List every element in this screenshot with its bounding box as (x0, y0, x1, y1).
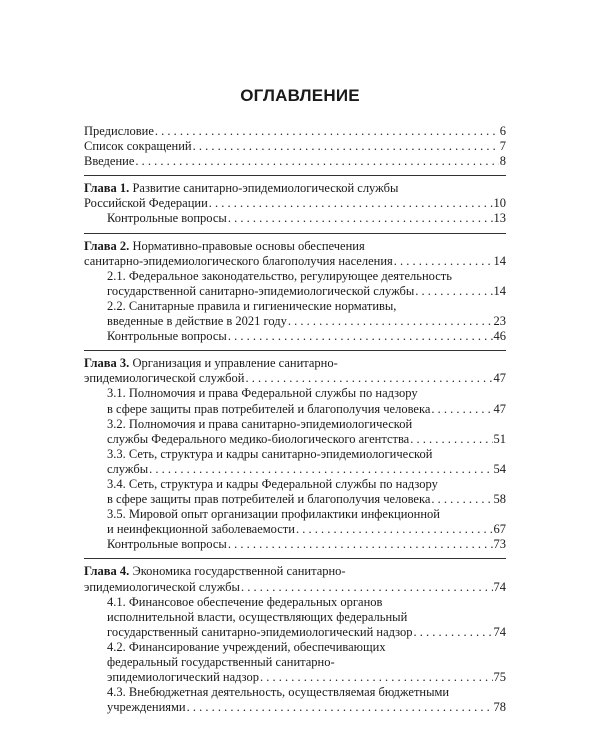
section-title-line: исполнительной власти, осуществляющих федеральный (107, 609, 408, 624)
chapter-title-line: Нормативно-правовые основы обеспечения (132, 238, 365, 253)
toc-entry-page: 73 (493, 537, 506, 552)
section-title-line: государственной санитарно-эпидемиологической службы (107, 283, 415, 298)
toc-entry-label: Контрольные вопросы (107, 329, 227, 344)
toc-entry-page: 75 (493, 670, 506, 685)
chapter-label: Глава 4. (84, 564, 130, 579)
toc-section-3-2[interactable] (84, 417, 506, 447)
toc-entry-page: 47 (493, 401, 506, 416)
toc-section-4-3[interactable] (84, 685, 506, 715)
toc-entry-introduction[interactable] (84, 154, 506, 169)
toc-section-3-5[interactable] (84, 507, 506, 537)
toc-entry-page: 6 (499, 124, 506, 138)
chapter-title-line: Организация и управление санитарно- (132, 356, 338, 371)
toc-entry-label: Контрольные вопросы (107, 537, 227, 552)
section-divider (84, 350, 506, 351)
section-title-line: эпидемиологический надзор (107, 670, 260, 685)
toc-section-4-2[interactable] (84, 640, 506, 685)
toc-entry-page: 14 (493, 253, 506, 268)
toc-entry-page: 67 (493, 522, 506, 537)
toc-entry-questions[interactable] (84, 329, 506, 344)
section-divider (84, 233, 506, 234)
toc-section-2-2[interactable] (84, 299, 506, 329)
section-title-line: 4.3. Внебюджетная деятельность, осуществляемая бюджетными (107, 685, 450, 700)
toc-entry-label: Список сокращений (84, 139, 192, 154)
toc-section-3-3[interactable] (84, 447, 506, 477)
chapter-label: Глава 1. (84, 181, 130, 196)
toc-entry-page: 54 (493, 461, 506, 476)
toc-entry-page: 74 (493, 579, 506, 594)
page-title: ОГЛАВЛЕНИЕ (240, 86, 360, 105)
toc-section-3-4[interactable] (84, 477, 506, 507)
toc-entry-page: 10 (493, 196, 506, 211)
toc-entry-label: Предисловие (84, 124, 154, 138)
chapter-title-line: эпидемиологической службы (84, 579, 240, 594)
toc-entry-page: 23 (493, 314, 506, 329)
section-divider (84, 175, 506, 176)
toc-entry-preface[interactable] (84, 124, 506, 139)
section-title-line: службы (107, 461, 149, 476)
toc-entry-label: Введение (84, 154, 135, 169)
toc-entry-page: 46 (493, 329, 506, 344)
chapter-title-line: Российской Федерации (84, 196, 208, 211)
toc-entry-page: 78 (493, 700, 506, 715)
table-of-contents (84, 124, 506, 715)
section-title-line: 3.4. Сеть, структура и кадры Федеральной службы по надзору (107, 476, 438, 491)
section-title-line: службы Федерального медико-биологического агентства (107, 431, 410, 446)
toc-entry-abbreviations[interactable] (84, 139, 506, 154)
toc-entry-page: 8 (499, 154, 506, 169)
toc-section-2-1[interactable] (84, 269, 506, 299)
toc-entry-questions[interactable] (84, 211, 506, 226)
toc-section-4-1[interactable] (84, 595, 506, 640)
toc-entry-page: 74 (493, 624, 506, 639)
section-title-line: 3.1. Полномочия и права Федеральной службы по надзору (107, 386, 418, 401)
toc-entry-page: 51 (493, 431, 506, 446)
chapter-label: Глава 3. (84, 356, 130, 371)
toc-entry-questions[interactable] (84, 537, 506, 552)
chapter-title-line: санитарно-эпидемиологического благополучия населения (84, 253, 393, 268)
toc-entry-page: 58 (493, 492, 506, 507)
section-title-line: 3.5. Мировой опыт организации профилактики инфекционной (107, 507, 440, 522)
chapter-title-line: Экономика государственной санитарно- (132, 564, 346, 579)
section-title-line: и неинфекционной заболеваемости (107, 522, 295, 537)
section-title-line: 3.3. Сеть, структура и кадры санитарно-эпидемиологической (107, 446, 433, 461)
toc-chapter-4[interactable] (84, 564, 506, 594)
chapter-title-line: Развитие санитарно-эпидемиологической службы (132, 181, 399, 196)
section-title-line: государственный санитарно-эпидемиологический надзор (107, 624, 413, 639)
section-divider (84, 558, 506, 559)
toc-entry-page: 47 (493, 371, 506, 386)
section-title-line: введенные в действие в 2021 году (107, 314, 287, 329)
section-title-line: 2.1. Федеральное законодательство, регулирующее деятельность (107, 268, 452, 283)
chapter-title-line: эпидемиологической службой (84, 371, 245, 386)
section-title-line: в сфере защиты прав потребителей и благополучия человека (107, 492, 431, 507)
section-title-line: 4.2. Финансирование учреждений, обеспечивающих (107, 639, 386, 654)
section-title-line: учреждениями (107, 700, 186, 715)
section-title-line: в сфере защиты прав потребителей и благополучия человека (107, 401, 431, 416)
chapter-label: Глава 2. (84, 238, 130, 253)
toc-entry-label: Контрольные вопросы (107, 211, 227, 226)
toc-chapter-2[interactable] (84, 239, 506, 269)
toc-entry-page: 7 (499, 139, 506, 154)
section-title-line: 2.2. Санитарные правила и гигиенические нормативы, (107, 298, 397, 313)
toc-section-3-1[interactable] (84, 386, 506, 416)
section-title-line: федеральный государственный санитарно- (107, 655, 335, 669)
section-title-line: 4.1. Финансовое обеспечение федеральных органов (107, 594, 383, 609)
toc-chapter-3[interactable] (84, 356, 506, 386)
section-title-line: 3.2. Полномочия и права санитарно-эпидемиологической (107, 416, 413, 431)
toc-entry-page: 14 (493, 283, 506, 298)
toc-chapter-1[interactable] (84, 181, 506, 211)
toc-entry-page: 13 (493, 211, 506, 226)
